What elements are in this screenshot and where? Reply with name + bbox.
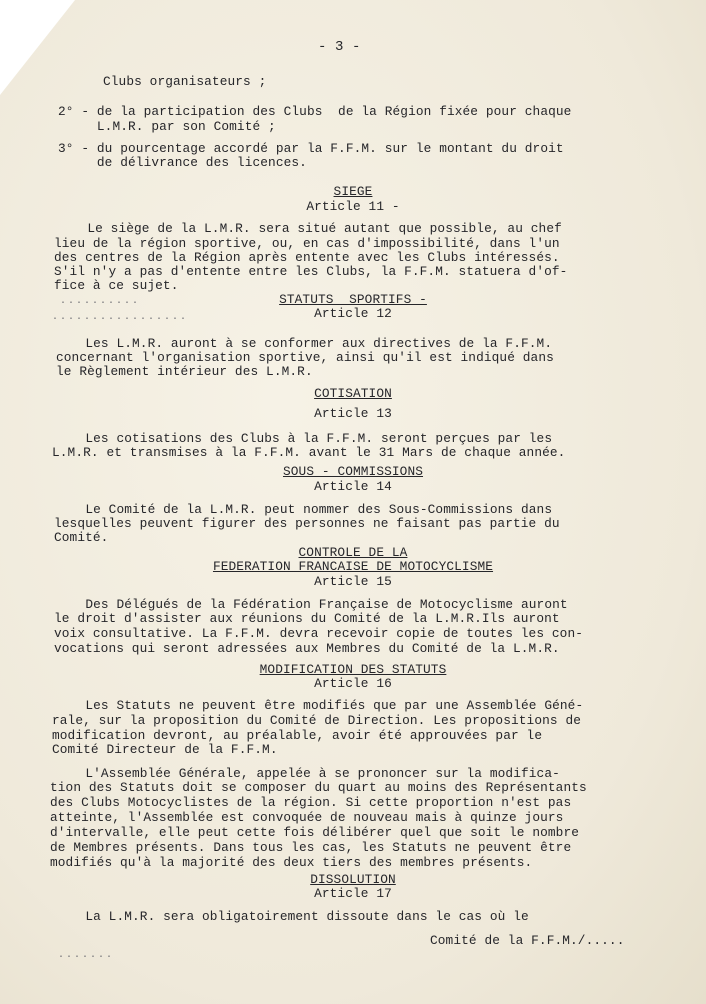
article-15-line: voix consultative. La F.F.M. devra recevoir copie de toutes les con- (54, 626, 583, 641)
article-16-line: L'Assemblée Générale, appelée à se prononcer sur la modifica- (62, 766, 560, 781)
article-16-line: Comité Directeur de la F.F.M. (52, 742, 278, 757)
article-14-line: lesquelles peuvent figurer des personnes ne faisant pas partie du (54, 516, 560, 531)
article-11-line: lieu de la région sportive, ou, en cas d'impossibilité, dans l'un (54, 236, 560, 251)
article-11-heading: Article 11 - (306, 199, 400, 214)
intro-line: 3° - du pourcentage accordé par la F.F.M. sur le montant du droit (58, 141, 564, 156)
article-16-heading: Article 16 (314, 676, 392, 691)
article-16-line: Les Statuts ne peuvent être modifiés que par une Assemblée Géné- (62, 698, 584, 713)
intro-line: Clubs organisateurs ; (103, 74, 267, 89)
section-title-dissolution: DISSOLUTION (310, 872, 396, 887)
article-14-heading: Article 14 (314, 479, 392, 494)
page-number: - 3 - (318, 39, 361, 55)
section-title-siege: SIEGE (333, 184, 373, 199)
article-15-line: vocations qui seront adressées aux Membres du Comité de la L.M.R. (54, 641, 560, 656)
article-12-heading: Article 12 (314, 306, 392, 321)
article-11-line: des centres de la Région après entente avec les Clubs intéressés. (54, 250, 560, 265)
section-title-statuts-sportifs: STATUTS SPORTIFS - (279, 292, 427, 307)
intro-line: 2° - de la participation des Clubs de la Région fixée pour chaque (58, 104, 572, 119)
article-15-line: Des Délégués de la Fédération Française de Motocyclisme auront (62, 597, 568, 612)
article-15-heading: Article 15 (314, 574, 392, 589)
article-11-line: S'il n'y a pas d'entente entre les Clubs, la F.F.M. statuera d'of- (54, 264, 568, 279)
article-16-line: atteinte, l'Assemblée est convoquée de nouveau mais à quinze jours (50, 810, 564, 825)
article-16-line: rale, sur la proposition du Comité de Direction. Les propositions de (52, 713, 581, 728)
article-17-line: La L.M.R. sera obligatoirement dissoute dans le cas où le (62, 909, 529, 924)
article-13-line: L.M.R. et transmises à la F.F.M. avant le 31 Mars de chaque année. (52, 445, 566, 460)
article-14-line: Le Comité de la L.M.R. peut nommer des Sous-Commissions dans (62, 502, 553, 517)
section-title-controle: CONTROLE DE LA (298, 545, 408, 560)
section-title-cotisation: COTISATION (314, 386, 392, 401)
intro-line: de délivrance des licences. (58, 155, 307, 170)
article-11-line: Le siège de la L.M.R. sera situé autant que possible, au chef (64, 221, 562, 236)
article-12-line: le Règlement intérieur des L.M.R. (56, 364, 313, 379)
article-16-line: modifiés qu'à la majorité des deux tiers des membres présents. (50, 855, 533, 870)
article-15-line: le droit d'assister aux réunions du Comité de la L.M.R.Ils auront (54, 611, 560, 626)
article-13-heading: Article 13 (314, 406, 392, 421)
article-16-line: des Clubs Motocyclistes de la région. Si cette proportion n'est pas (50, 795, 572, 810)
article-13-line: Les cotisations des Clubs à la F.F.M. seront perçues par les (62, 431, 553, 446)
dotted-filler: ................. (52, 312, 189, 323)
article-16-line: modification devront, au préalable, avoir été approuvées par le (52, 728, 543, 743)
continuation-text: Comité de la F.F.M./..... (430, 933, 625, 948)
intro-line: L.M.R. par son Comité ; (58, 119, 276, 134)
dotted-filler: .......... (60, 296, 141, 307)
article-17-heading: Article 17 (314, 886, 392, 901)
article-16-line: tion des Statuts doit se composer du quart au moins des Représentants (50, 780, 587, 795)
torn-corner (0, 0, 75, 95)
article-12-line: concernant l'organisation sportive, ainsi qu'il est indiqué dans (56, 350, 554, 365)
section-title-modification: MODIFICATION DES STATUTS (259, 662, 447, 677)
article-11-line: fice à ce sujet. (54, 278, 179, 293)
dotted-filler: ....... (58, 950, 115, 961)
article-16-line: de Membres présents. Dans tous les cas, les Statuts ne peuvent être (50, 840, 572, 855)
section-title-sous-commissions: SOUS - COMMISSIONS (282, 464, 424, 479)
article-12-line: Les L.M.R. auront à se conformer aux directives de la F.F.M. (62, 336, 553, 351)
article-14-line: Comité. (54, 530, 109, 545)
article-16-line: d'intervalle, elle peut cette fois délibérer quel que soit le nombre (50, 825, 579, 840)
section-title-federation: FEDERATION FRANCAISE DE MOTOCYCLISME (212, 559, 494, 574)
